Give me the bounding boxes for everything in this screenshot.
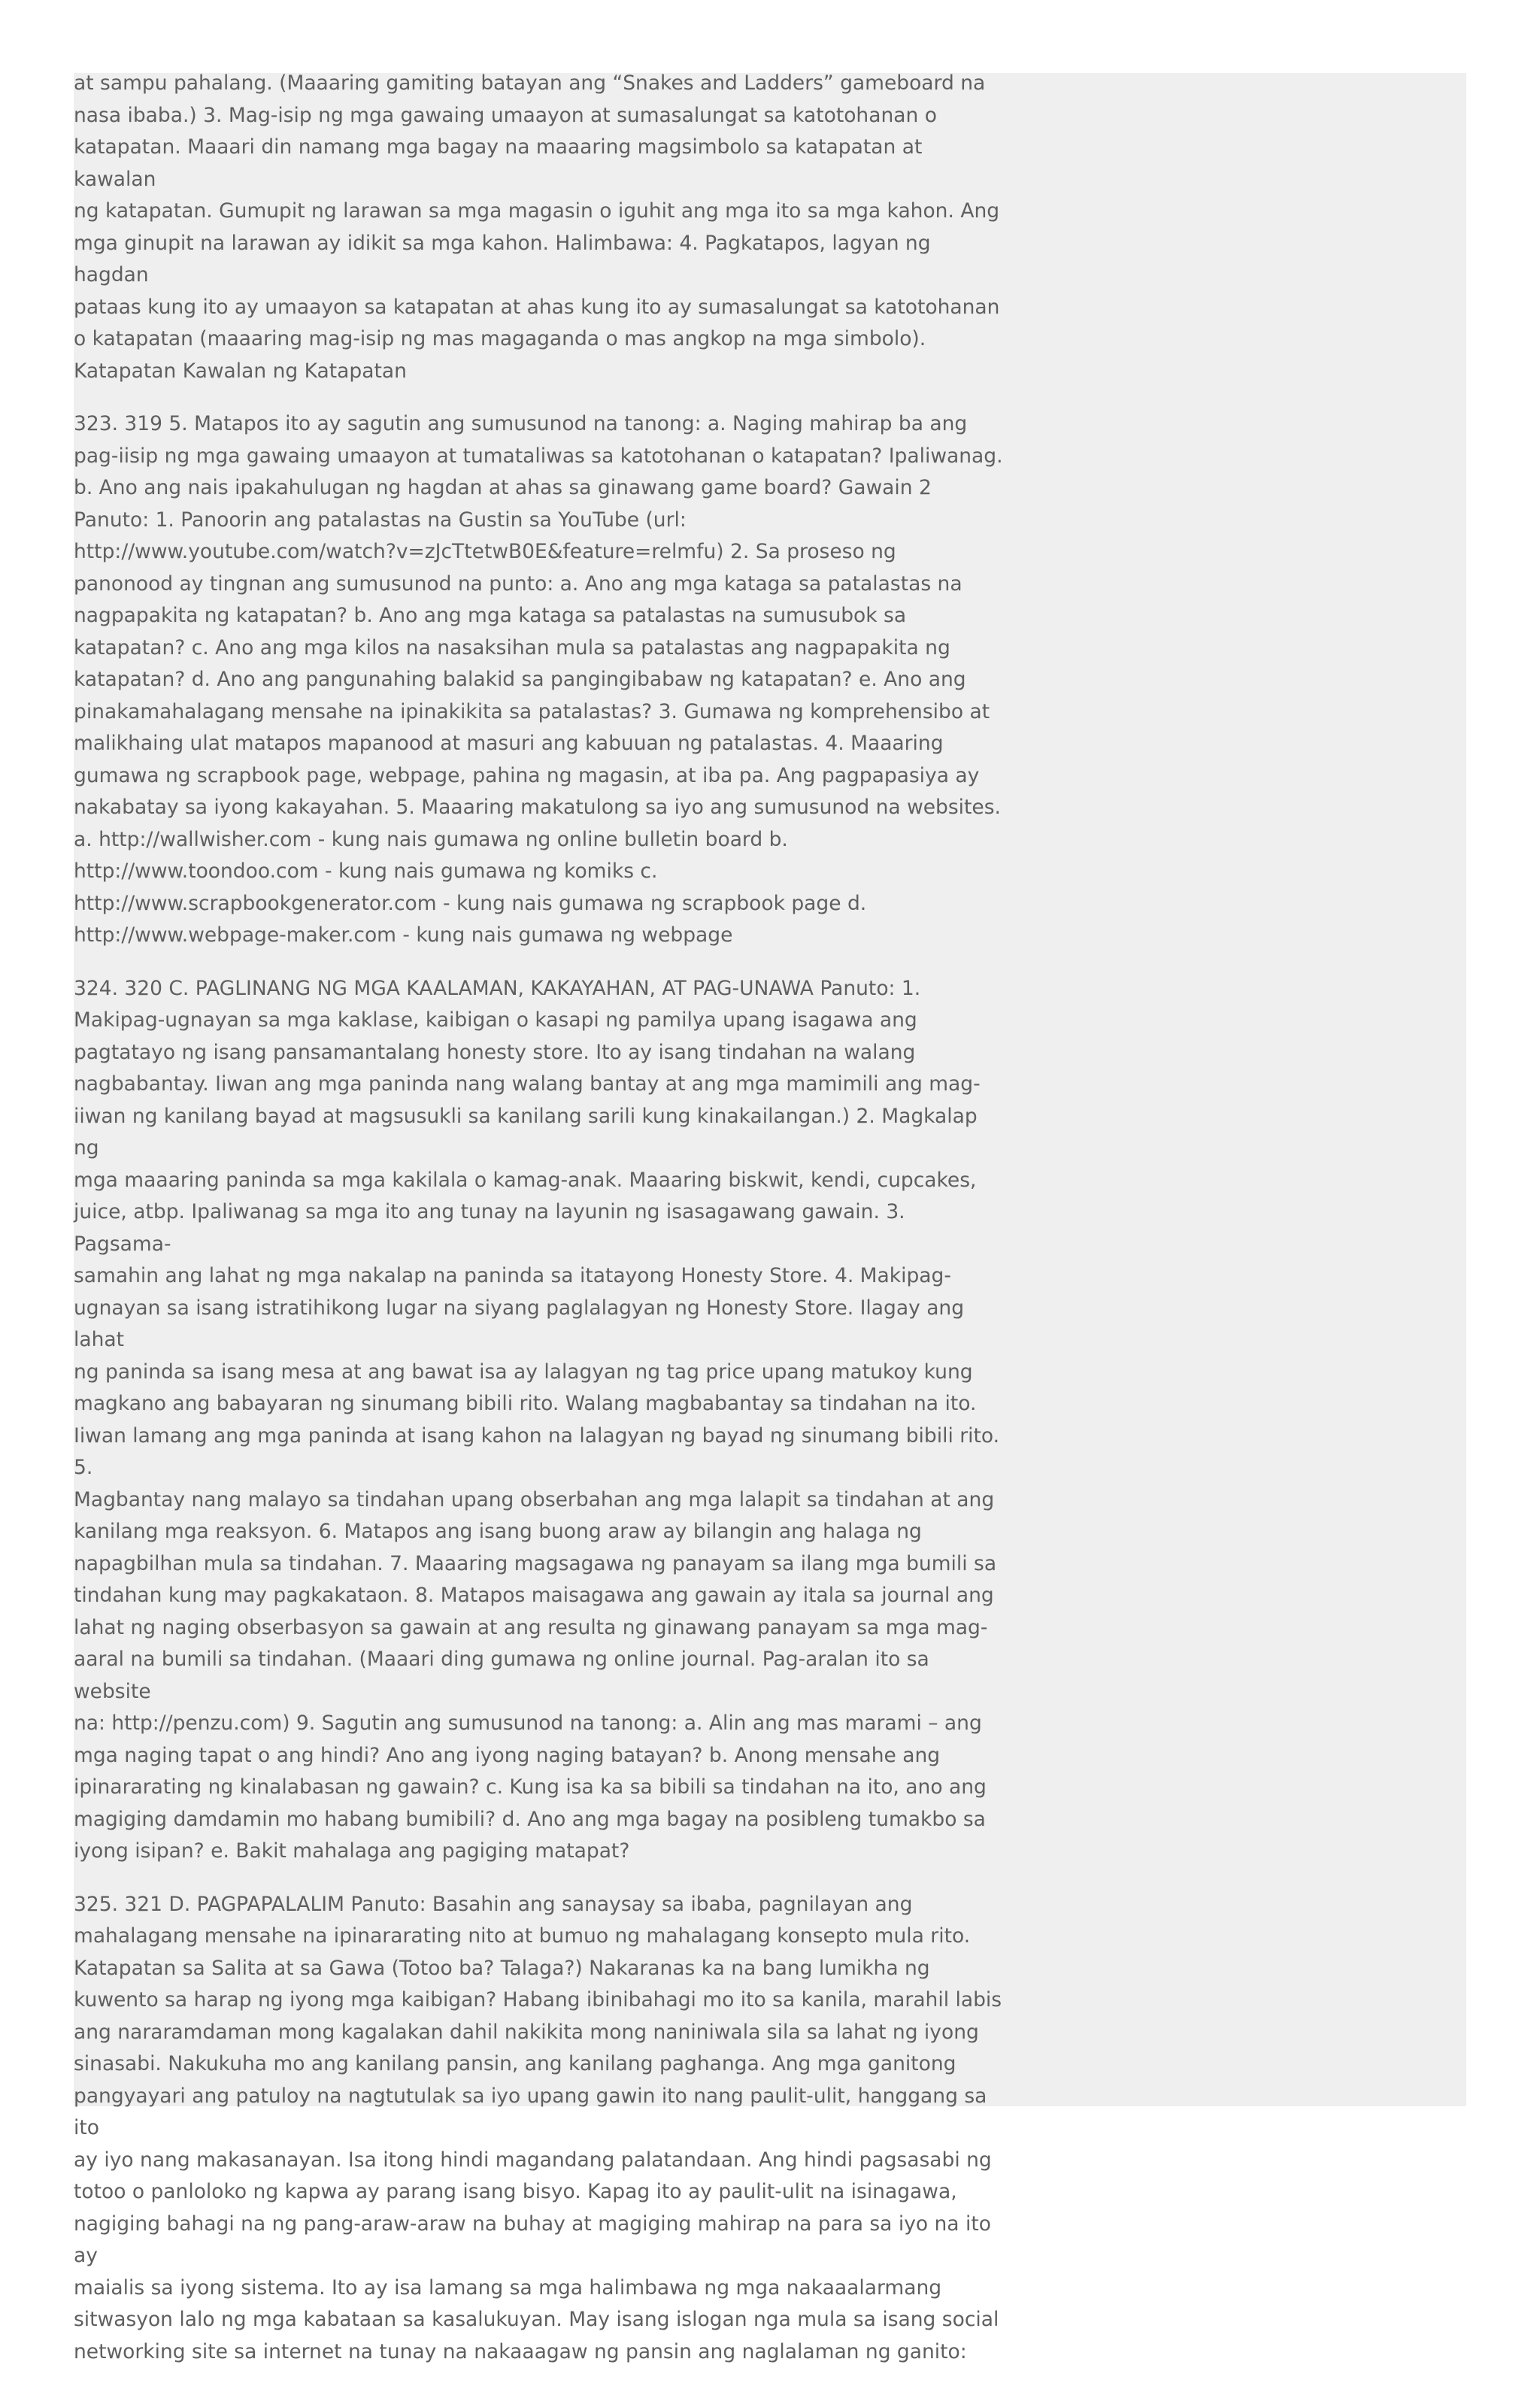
paragraph-4: 325. 321 D. PAGPAPALALIM Panuto: Basahin ang sanaysay sa ibaba, pagnilayan ang mahalagang mensahe na ipinararating nito at bumuo ng mahalagang konsepto mula rito. Katapatan sa Salita at sa Gawa (Totoo ba? Talaga?) Nakaranas ka na bang lumikha ng kuwento sa harap ng iyong mga kaibigan? Habang ibinibahagi mo ito sa kanila, marahil labis ang nararamdaman mong kagalakan dahil nakikita mong naniniwala sila sa lahat ng iyong sinasabi. Nakukuha mo ang kanilang pansin, ang kanilang paghanga. Ang mga ganitong pangyayari ang patuloy na nagtutulak sa iyo upang gawin ito nang paulit-ulit, hanggang sa ito ay iyo nang makasanayan. Isa itong hindi magandang palatandaan. Ang hindi pagsasabi ng totoo o panloloko ng kapwa ay parang isang bisyo. Kapag ito ay paulit-ulit na isinagawa, nagiging bahagi na ng pang-araw-araw na buhay at magiging mahirap na para sa iyo na ito ay maialis sa iyong sistema. Ito ay isa lamang sa mga halimbawa ng mga nakaaalarmang sitwasyon lalo ng mga kabataan sa kasalukuyan. May isang islogan nga mula sa isang social networking site sa internet na tunay na nakaaagaw ng pansin ang naglalaman ng ganito: <box>74 1892 1002 2363</box>
paragraph-1: at sampu pahalang. (Maaaring gamiting batayan ang “Snakes and Ladders” gameboard na nasa ibaba.) 3. Mag-isip ng mga gawaing umaayon at sumasalungat sa katotohanan o katapatan. Maaari din namang mga bagay na maaaring magsimbolo sa katapatan at kawalan ng katapatan. Gumupit ng larawan sa mga magasin o iguhit ang mga ito sa mga kahon. Ang mga ginupit na larawan ay idikit sa mga kahon. Halimbawa: 4. Pagkatapos, lagyan ng hagdan pataas kung ito ay umaayon sa katapatan at ahas kung ito ay sumasalungat sa katotohanan o katapatan (maaaring mag-isip ng mas magaganda o mas angkop na mga simbolo). Katapatan Kawalan ng Katapatan <box>74 71 1000 383</box>
paragraph-2: 323. 319 5. Matapos ito ay sagutin ang sumusunod na tanong: a. Naging mahirap ba ang pag-iisip ng mga gawaing umaayon at tumataliwas sa katotohanan o katapatan? Ipaliwanag. b. Ano ang nais ipakahulugan ng hagdan at ahas sa ginawang game board? Gawain 2 Panuto: 1. Panoorin ang patalastas na Gustin sa YouTube (url: http://www.youtube.com/watch?v=zJcTtetwB0E&feature=relmfu) 2. Sa proseso ng panonood ay tingnan ang sumusunod na punto: a. Ano ang mga kataga sa patalastas na nagpapakita ng katapatan? b. Ano ang mga kataga sa patalastas na sumusubok sa katapatan? c. Ano ang mga kilos na nasaksihan mula sa patalastas ang nagpapakita ng katapatan? d. Ano ang pangunahing balakid sa pangingibabaw ng katapatan? e. Ano ang pinakamahalagang mensahe na ipinakikita sa patalastas? 3. Gumawa ng komprehensibo at malikhaing ulat matapos mapanood at masuri ang kabuuan ng patalastas. 4. Maaaring gumawa ng scrapbook page, webpage, pahina ng magasin, at iba pa. Ang pagpapasiya ay nakabatay sa iyong kakayahan. 5. Maaaring makatulong sa iyo ang sumusunod na websites. a. http://wallwisher.com - kung nais gumawa ng online bulletin board b. http://www.toondoo.com - kung nais gumawa ng komiks c. http://www.scrapbookgenerator.com - kung nais gumawa ng scrapbook page d. http://www.webpage-maker.com - kung nais gumawa ng webpage <box>74 412 1003 947</box>
document-page <box>74 71 1466 2363</box>
paragraph-3: 324. 320 C. PAGLINANG NG MGA KAALAMAN, KAKAYAHAN, AT PAG-UNAWA Panuto: 1. Makipag-ugnayan sa mga kaklase, kaibigan o kasapi ng pamilya upang isagawa ang pagtatayo ng isang pansamantalang honesty store. Ito ay isang tindahan na walang nagbabantay. Iiwan ang mga paninda nang walang bantay at ang mga mamimili ang mag- iiwan ng kanilang bayad at magsusukli sa kanilang sarili kung kinakailangan.) 2. Magkalap ng mga maaaring paninda sa mga kakilala o kamag-anak. Maaaring biskwit, kendi, cupcakes, juice, atbp. Ipaliwanag sa mga ito ang tunay na layunin ng isasagawang gawain. 3. Pagsama- samahin ang lahat ng mga nakalap na paninda sa itatayong Honesty Store. 4. Makipag- ugnayan sa isang istratihikong lugar na siyang paglalagyan ng Honesty Store. Ilagay ang lahat ng paninda sa isang mesa at ang bawat isa ay lalagyan ng tag price upang matukoy kung magkano ang babayaran ng sinumang bibili rito. Walang magbabantay sa tindahan na ito. Iiwan lamang ang mga paninda at isang kahon na lalagyan ng bayad ng sinumang bibili rito. 5. Magbantay nang malayo sa tindahan upang obserbahan ang mga lalapit sa tindahan at ang kanilang mga reaksyon. 6. Matapos ang isang buong araw ay bilangin ang halaga ng napagbilhan mula sa tindahan. 7. Maaaring magsagawa ng panayam sa ilang mga bumili sa tindahan kung may pagkakataon. 8. Matapos maisagawa ang gawain ay itala sa journal ang lahat ng naging obserbasyon sa gawain at ang resulta ng ginawang panayam sa mga mag- aaral na bumili sa tindahan. (Maaari ding gumawa ng online journal. Pag-aralan ito sa website na: http://penzu.com) 9. Sagutin ang sumusunod na tanong: a. Alin ang mas marami – ang mga naging tapat o ang hindi? Ano ang iyong naging batayan? b. Anong mensahe ang ipinararating ng kinalabasan ng gawain? c. Kung isa ka sa bibili sa tindahan na ito, ano ang magiging damdamin mo habang bumibili? d. Ano ang mga bagay na posibleng tumakbo sa iyong isipan? e. Bakit mahalaga ang pagiging matapat? <box>74 976 1000 1863</box>
document-body <box>74 73 1006 2389</box>
